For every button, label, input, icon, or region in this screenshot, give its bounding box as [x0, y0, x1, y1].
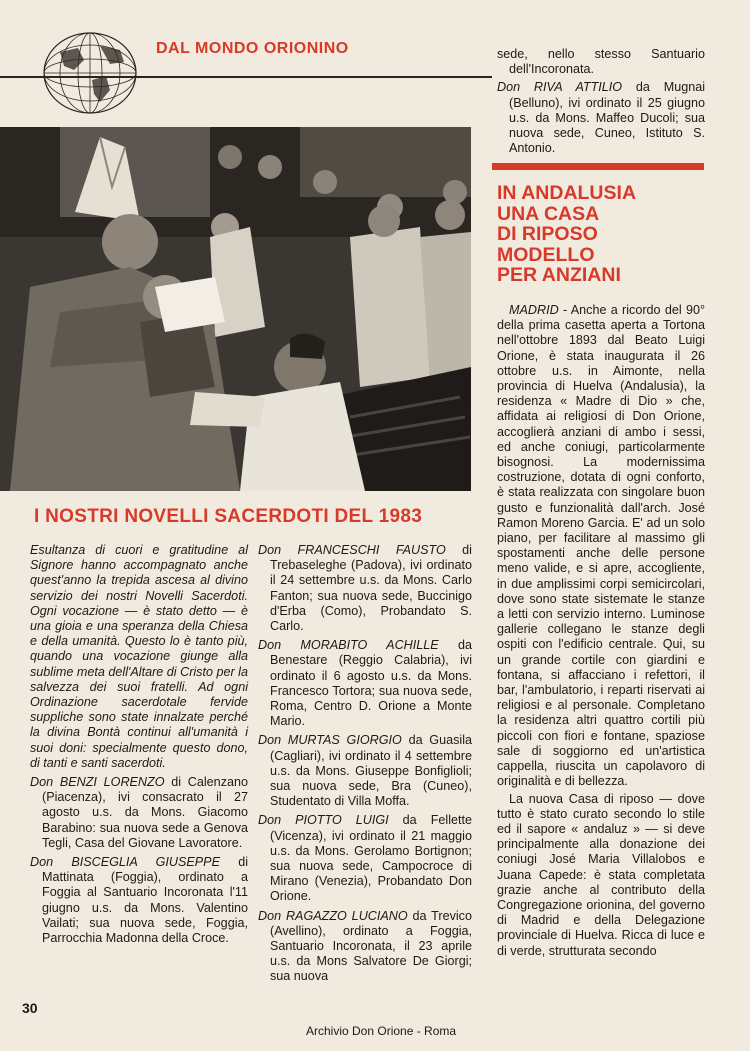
priest-details: da Trevico (Avellino), ordinato a Foggia, Santuario Incoronata, il 23 aprile u.s. da Mons Salvatore De Giorgi; sua nuova: [270, 908, 472, 984]
priest-name: Don RIVA ATTILIO: [497, 80, 623, 95]
priest-entry: [497, 47, 705, 77]
continued-entries: [497, 47, 705, 159]
priest-details: di Calenzano (Piacenza), ivi consacrato il 27 agosto u.s. da Mons. Giacomo Barabino: sua nuova sede a Genova Tegli, Casa del Giovane Lavoratore.: [42, 775, 248, 850]
priest-details: da Benestare (Reggio Calabria), ivi ordinato il 6 agosto u.s. da Mons. Francesco Tortora; sua nuova sede, Roma, Centro D. Orione a Monte Mario.: [270, 638, 472, 729]
article-column-1: [30, 543, 248, 950]
article2-paragraph: [497, 303, 705, 790]
priest-details: da Fellette (Vicenza), ivi ordinato il 21 maggio u.s. da Mons. Gerolamo Bortignon; sua nuova sede, Campocroce di Mirano (Venezia), Probandato Don Orione.: [270, 813, 472, 904]
section-title: DAL MONDO ORIONINO: [156, 40, 349, 57]
ordination-photo: [0, 127, 471, 491]
paragraph-text: - Anche a ricordo del 90° della prima casetta aperta a Tortona nell'ottobre 1893 dal Beato Luigi Orione, è stata inaugurata il 26 ottobre u.s. in Aimonte, nella provincia di Huelva (Andalusia), la residenza « Madre di Dio » che, affidata ai religiosi di Don Orione, accoglierà anziani di ambo i sessi, ed anche coniugi, particolarmente bisognosi. La modernissima costruzione, dotata di ogni conforto, è stata realizzata con singolare buon gusto e funzionalità dall'arch. José Ramon Moreno Garcia. E' ad un solo piano, per facilitare al massimo gli spostamenti anche delle persone meno valide, e si apre, accogliente, in due amplissimi corpi semicircolari, dove sono state sistemate le stanze a letti con servizio interno. Luminose gallerie collegano le stanze degli ospiti con l'edificio centrale. Qui, su un grande cortile con giardini e fontana, si affacciano i refettori, il bar, l'ambulatorio, i reparti riservati ai religiosi e al personale. Completano la residenza altri quattro cortili più piccoli con fiori e fontane, spaziose sale di soggiorno ed un'artistica cappella, riuscita un capolavoro di originalità e di bellezza.: [497, 303, 705, 789]
archive-caption: Archivio Don Orione - Roma: [306, 1024, 457, 1038]
priest-name: Don RAGAZZO LUCIANO: [258, 908, 408, 923]
priest-details: da Guasila (Cagliari), ivi ordinato il 4 settembre u.s. da Mons. Giuseppe Bonfiglioli; sua nuova sede, Bra (Cuneo), Studentato di Villa Moffa.: [270, 733, 472, 809]
page-number: 30: [22, 1000, 38, 1016]
priest-name: Don MURTAS GIORGIO: [258, 733, 402, 748]
priest-entry: [30, 775, 248, 851]
priest-entry: [30, 855, 248, 946]
article2-title-line: IN ANDALUSIA: [497, 182, 637, 204]
article-column-2: [258, 543, 472, 989]
article2-title-line: MODELLO: [497, 243, 595, 266]
priest-name: Don FRANCESCHI FAUSTO: [258, 543, 446, 557]
priest-details: di Trebaseleghe (Padova), ivi ordinato il 24 settembre u.s. da Mons. Carlo Fanton; sua nuova sede, Buccinigo d'Erba (Como), Probandato S. Carlo.: [270, 543, 472, 634]
priest-entry: [258, 543, 472, 634]
article2-title-line: PER ANZIANI: [497, 264, 621, 286]
priest-entry: [258, 733, 472, 809]
article2-title: [497, 183, 707, 286]
article2-title-line: DI RIPOSO: [497, 223, 598, 245]
priest-entry: [497, 80, 705, 156]
article2-body: [497, 303, 705, 961]
priest-name: Don PIOTTO LUIGI: [258, 813, 389, 828]
article-intro: Esultanza di cuori e gratitudine al Signore hanno accompagnato anche quest'anno la trepida ascesa al divino servizio dei nostri Novelli Sacerdoti. Ogni vocazione — è stato detto — è una gioia e una speranza della Chiesa e della umanità. Questo lo è tanto più, quando una vocazione giunge alla sublime meta dell'Altare di Cristo per la salvezza dei suoi fratelli. Ad ogni Ordinazione sacerdotale fervide suppliche sono state innalzate perché la divina Bontà continui all'umanità i suoi doni: specialmente questo dono, di tanti e santi sacerdoti.: [30, 543, 248, 770]
article-title: I NOSTRI NOVELLI SACERDOTI DEL 1983: [34, 506, 423, 527]
priest-entry: [258, 638, 472, 729]
priest-name: Don BISCEGLIA GIUSEPPE: [30, 855, 220, 870]
article2-paragraph: La nuova Casa di riposo — dove tutto è stato curato secondo lo stile ed il sapore « andaluz » — si deve principalmente alla donazione dei coniugi José Maria Villalobos e Juana Capede: è stata completata grazie anche al contributo della Congregazione orionina, del governo di Madrid e della Delegazione provinciale di Huelva. Ricca di luce e di verde, strutturata secondo: [497, 791, 705, 958]
globe-logo-icon: [40, 30, 140, 116]
section-divider: [492, 163, 704, 170]
priest-name: Don MORABITO ACHILLE: [258, 638, 439, 653]
article2-title-line: UNA CASA: [497, 202, 600, 225]
dateline: MADRID: [509, 303, 559, 317]
priest-entry: [258, 909, 472, 985]
header-rule: [0, 76, 492, 78]
priest-details: di Mattinata (Foggia), ordinato a Foggia al Santuario Incoronata l'11 giugno u.s. da Mons. Valentino Vailati; sua nuova sede, Foggia, Parrocchia Madonna della Croce.: [42, 855, 248, 946]
priest-entry: [258, 813, 472, 904]
priest-name: Don BENZI LORENZO: [30, 775, 165, 790]
priest-details: sede, nello stesso Santuario dell'Incoronata.: [497, 47, 705, 77]
priest-details: da Mugnai (Belluno), ivi ordinato il 25 giugno u.s. da Mons. Maffeo Ducoli; sua nuova sede, Cuneo, Istituto S. Antonio.: [509, 80, 706, 156]
